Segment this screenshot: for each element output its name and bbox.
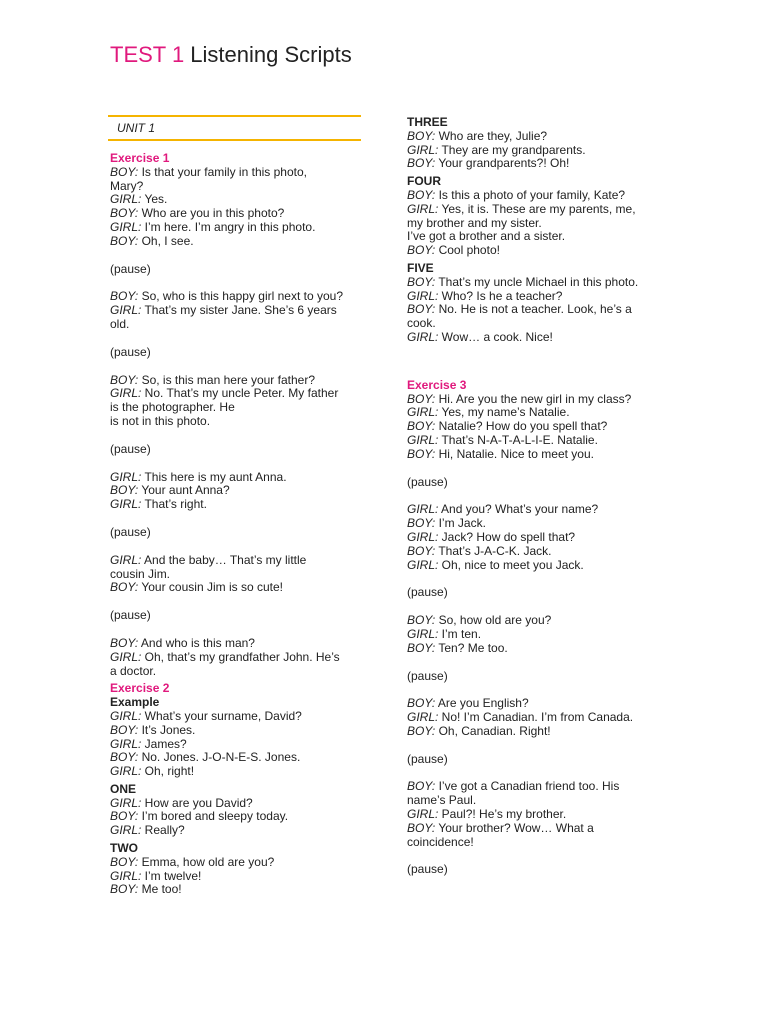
script-line	[110, 870, 370, 884]
speaker: BOY:	[407, 419, 436, 434]
script-line	[407, 545, 667, 559]
speaker: GIRL:	[407, 502, 439, 517]
dialogue: Is that your family in this photo,	[138, 164, 307, 179]
speaker: GIRL:	[110, 497, 142, 512]
dialogue: Who are you in this photo?	[138, 206, 285, 221]
dialogue: James?	[141, 736, 187, 751]
speaker: GIRL:	[110, 303, 142, 318]
dialogue: So, how old are you?	[435, 613, 552, 628]
section-label: ONE	[110, 781, 137, 796]
script-line	[110, 304, 370, 318]
speaker: GIRL:	[407, 142, 439, 157]
speaker: BOY:	[110, 289, 139, 304]
speaker: GIRL:	[110, 764, 142, 779]
pause-marker: (pause)	[110, 261, 151, 276]
script-line	[407, 393, 667, 407]
speaker: BOY:	[407, 613, 436, 628]
dialogue: Yes.	[141, 192, 168, 207]
dialogue: And the baby… That’s my little	[141, 552, 307, 567]
dialogue: So, is this man here your father?	[138, 372, 315, 387]
script-line	[110, 797, 370, 811]
title-text: Listening Scripts	[184, 42, 352, 67]
dialogue: Oh, right!	[141, 764, 195, 779]
script-line	[407, 144, 667, 158]
speaker: GIRL:	[407, 557, 439, 572]
script-line: is the photographer. He	[110, 400, 235, 415]
speaker: BOY:	[407, 640, 436, 655]
script-line	[407, 559, 667, 573]
unit-label: UNIT 1	[117, 121, 156, 135]
dialogue: I’m here. I’m angry in this photo.	[141, 219, 316, 234]
pause-marker: (pause)	[407, 474, 448, 489]
script-line	[407, 503, 667, 517]
section-label: FOUR	[407, 174, 441, 189]
script-line	[407, 203, 667, 217]
dialogue: Emma, how old are you?	[138, 854, 275, 869]
script-line	[110, 738, 370, 752]
dialogue: Is this a photo of your family, Kate?	[435, 187, 626, 202]
script-line	[407, 448, 667, 462]
speaker: BOY:	[110, 372, 139, 387]
script-line	[407, 531, 667, 545]
speaker: BOY:	[110, 164, 139, 179]
script-line	[407, 697, 667, 711]
dialogue: That’s right.	[141, 497, 207, 512]
script-line	[110, 471, 370, 485]
dialogue: Really?	[141, 823, 185, 838]
dialogue: Natalie? How do you spell that?	[435, 419, 608, 434]
script-line	[407, 628, 667, 642]
speaker: GIRL:	[110, 386, 142, 401]
page-title	[110, 42, 352, 68]
speaker: GIRL:	[407, 626, 439, 641]
script-line	[110, 235, 370, 249]
dialogue: They are my grandparents.	[438, 142, 586, 157]
section-label: FIVE	[407, 260, 434, 275]
dialogue: I’m ten.	[438, 626, 482, 641]
pause-marker: (pause)	[407, 862, 448, 877]
dialogue: Oh, I see.	[138, 233, 194, 248]
dialogue: That’s J-A-C-K. Jack.	[435, 543, 552, 558]
script-line: I’ve got a brother and a sister.	[407, 229, 566, 244]
speaker: BOY:	[407, 516, 436, 531]
dialogue: I’m Jack.	[435, 516, 486, 531]
script-line	[407, 434, 667, 448]
speaker: BOY:	[110, 580, 139, 595]
dialogue: What’s your surname, David?	[141, 708, 302, 723]
script-line	[110, 290, 370, 304]
script-line	[407, 614, 667, 628]
dialogue: No. That’s my uncle Peter. My father	[141, 386, 339, 401]
dialogue: No! I’m Canadian. I’m from Canada.	[438, 710, 634, 725]
speaker: GIRL:	[110, 469, 142, 484]
dialogue: Your cousin Jim is so cute!	[138, 580, 283, 595]
pause-marker: (pause)	[407, 668, 448, 683]
speaker: BOY:	[110, 809, 139, 824]
script-line	[110, 724, 370, 738]
script-line	[407, 130, 667, 144]
exercise-heading: Exercise 1	[110, 151, 170, 165]
script-line: name’s Paul.	[407, 793, 477, 808]
speaker: BOY:	[407, 779, 436, 794]
dialogue: That’s my uncle Michael in this photo.	[435, 274, 639, 289]
speaker: BOY:	[110, 233, 139, 248]
speaker: BOY:	[407, 446, 436, 461]
speaker: BOY:	[407, 543, 436, 558]
dialogue: Hi. Are you the new girl in my class?	[435, 391, 632, 406]
speaker: GIRL:	[110, 708, 142, 723]
script-line: cousin Jim.	[110, 566, 171, 581]
exercise-heading: Exercise 2	[110, 681, 170, 696]
pause-marker: (pause)	[407, 751, 448, 766]
script-line	[407, 780, 667, 794]
dialogue: I’ve got a Canadian friend too. His	[435, 779, 620, 794]
script-line	[110, 193, 370, 207]
dialogue: I’m bored and sleepy today.	[138, 809, 289, 824]
dialogue: Oh, that’s my grandfather John. He’s	[141, 649, 340, 664]
speaker: BOY:	[407, 302, 436, 317]
script-line	[110, 207, 370, 221]
dialogue: Ten? Me too.	[435, 640, 508, 655]
script-line	[110, 387, 370, 401]
dialogue: Wow… a cook. Nice!	[438, 329, 553, 344]
script-line	[110, 166, 370, 180]
dialogue: And you? What’s your name?	[438, 502, 599, 517]
script-line: Mary?	[110, 178, 144, 193]
dialogue: I’m twelve!	[141, 868, 202, 883]
script-line	[407, 290, 667, 304]
right-column	[407, 116, 667, 877]
dialogue: Paul?! He’s my brother.	[438, 807, 567, 822]
script-line	[407, 331, 667, 345]
speaker: GIRL:	[110, 552, 142, 567]
script-line	[407, 822, 667, 836]
script-line	[110, 637, 370, 651]
script-line	[407, 406, 667, 420]
script-line: my brother and my sister.	[407, 215, 542, 230]
speaker: BOY:	[110, 722, 139, 737]
script-line	[110, 498, 370, 512]
section-label: Example	[110, 695, 160, 710]
dialogue: Cool photo!	[435, 243, 500, 258]
speaker: BOY:	[110, 854, 139, 869]
speaker: GIRL:	[110, 192, 142, 207]
speaker: BOY:	[407, 187, 436, 202]
dialogue: Your aunt Anna?	[138, 483, 230, 498]
dialogue: This here is my aunt Anna.	[141, 469, 287, 484]
script-line	[110, 484, 370, 498]
script-line	[110, 751, 370, 765]
script-line	[110, 374, 370, 388]
script-line	[407, 157, 667, 171]
speaker: GIRL:	[110, 868, 142, 883]
dialogue: How are you David?	[141, 795, 253, 810]
dialogue: Your brother? Wow… What a	[435, 820, 594, 835]
script-line	[407, 517, 667, 531]
speaker: BOY:	[407, 156, 436, 171]
dialogue: Yes, it is. These are my parents, me,	[438, 201, 636, 216]
script-line	[407, 808, 667, 822]
dialogue: It’s Jones.	[138, 722, 196, 737]
dialogue: That’s my sister Jane. She’s 6 years	[141, 303, 337, 318]
speaker: GIRL:	[407, 807, 439, 822]
speaker: BOY:	[110, 750, 139, 765]
speaker: BOY:	[110, 882, 139, 897]
dialogue: Hi, Natalie. Nice to meet you.	[435, 446, 594, 461]
speaker: GIRL:	[407, 529, 439, 544]
script-line	[110, 883, 370, 897]
speaker: BOY:	[110, 483, 139, 498]
unit-banner	[108, 115, 361, 141]
dialogue: And who is this man?	[138, 635, 255, 650]
dialogue: That’s N-A-T-A-L-I-E. Natalie.	[438, 432, 598, 447]
dialogue: Oh, nice to meet you Jack.	[438, 557, 584, 572]
script-line: coincidence!	[407, 834, 474, 849]
left-column	[110, 152, 370, 897]
script-line	[407, 303, 667, 317]
script-line	[407, 711, 667, 725]
speaker: GIRL:	[407, 432, 439, 447]
pause-marker: (pause)	[110, 344, 151, 359]
dialogue: Who? Is he a teacher?	[438, 288, 563, 303]
script-line	[407, 244, 667, 258]
script-line	[110, 856, 370, 870]
script-line	[110, 554, 370, 568]
dialogue: No. He is not a teacher. Look, he’s a	[435, 302, 632, 317]
dialogue: Yes, my name’s Natalie.	[438, 405, 570, 420]
speaker: GIRL:	[110, 736, 142, 751]
pause-marker: (pause)	[110, 608, 151, 623]
dialogue: No. Jones. J-O-N-E-S. Jones.	[138, 750, 301, 765]
dialogue: So, who is this happy girl next to you?	[138, 289, 344, 304]
speaker: GIRL:	[407, 329, 439, 344]
speaker: GIRL:	[407, 405, 439, 420]
script-line	[407, 642, 667, 656]
script-line	[407, 725, 667, 739]
dialogue: Oh, Canadian. Right!	[435, 723, 551, 738]
speaker: GIRL:	[407, 710, 439, 725]
script-line	[110, 765, 370, 779]
script-line	[110, 651, 370, 665]
dialogue: Jack? How do spell that?	[438, 529, 576, 544]
script-line: is not in this photo.	[110, 413, 211, 428]
dialogue: Who are they, Julie?	[435, 128, 548, 143]
section-label: TWO	[110, 841, 138, 856]
speaker: BOY:	[407, 391, 436, 406]
speaker: BOY:	[407, 820, 436, 835]
script-line: a doctor.	[110, 663, 157, 678]
pause-marker: (pause)	[110, 524, 151, 539]
speaker: GIRL:	[407, 288, 439, 303]
dialogue: Me too!	[138, 882, 182, 897]
script-line	[110, 581, 370, 595]
speaker: BOY:	[110, 635, 139, 650]
script-line	[110, 810, 370, 824]
speaker: GIRL:	[110, 795, 142, 810]
script-line	[407, 420, 667, 434]
speaker: BOY:	[407, 696, 436, 711]
speaker: BOY:	[407, 243, 436, 258]
pause-marker: (pause)	[407, 585, 448, 600]
exercise-heading: Exercise 3	[407, 377, 467, 392]
pause-marker: (pause)	[110, 441, 151, 456]
speaker: GIRL:	[407, 201, 439, 216]
speaker: GIRL:	[110, 219, 142, 234]
section-label: THREE	[407, 115, 448, 129]
script-line	[110, 221, 370, 235]
script-line: cook.	[407, 316, 436, 331]
speaker: BOY:	[407, 723, 436, 738]
script-line	[110, 710, 370, 724]
speaker: BOY:	[407, 274, 436, 289]
script-line	[407, 189, 667, 203]
dialogue: Are you English?	[435, 696, 529, 711]
dialogue: Your grandparents?! Oh!	[435, 156, 570, 171]
script-line: old.	[110, 316, 130, 331]
speaker: GIRL:	[110, 649, 142, 664]
speaker: BOY:	[110, 206, 139, 221]
script-line	[110, 824, 370, 838]
script-line	[407, 276, 667, 290]
speaker: GIRL:	[110, 823, 142, 838]
title-test-number: TEST 1	[110, 42, 185, 67]
speaker: BOY:	[407, 128, 436, 143]
